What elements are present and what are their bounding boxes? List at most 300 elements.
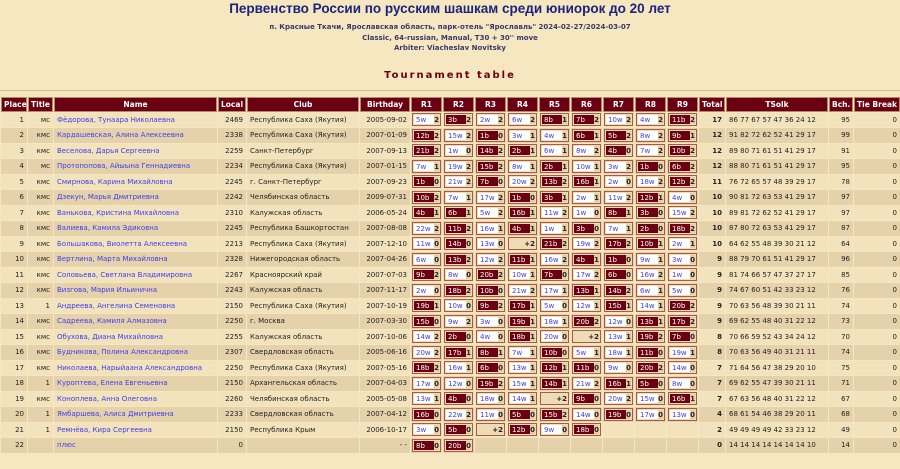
game-result[interactable] xyxy=(444,299,473,312)
game-result[interactable] xyxy=(572,315,601,328)
opponent-link[interactable]: 14w xyxy=(638,301,658,310)
opponent-link[interactable]: 18b xyxy=(446,286,466,295)
opponent-link[interactable]: 1w xyxy=(446,146,466,155)
game-result[interactable] xyxy=(572,253,601,266)
opponent-link[interactable]: 11w xyxy=(542,208,562,217)
opponent-link[interactable]: 8b xyxy=(478,348,498,357)
game-result[interactable] xyxy=(572,160,601,173)
game-result[interactable] xyxy=(572,268,601,281)
game-result[interactable] xyxy=(412,439,441,452)
game-result[interactable] xyxy=(444,160,473,173)
opponent-link[interactable]: 5b xyxy=(638,379,658,388)
opponent-link[interactable]: 10b xyxy=(542,348,562,357)
opponent-link[interactable]: 14w xyxy=(510,394,530,403)
game-result[interactable] xyxy=(604,377,633,390)
game-result[interactable] xyxy=(604,315,633,328)
opponent-link[interactable]: 10b xyxy=(670,146,690,155)
game-result[interactable] xyxy=(572,191,601,204)
game-result[interactable] xyxy=(412,392,441,405)
game-result[interactable] xyxy=(636,284,665,297)
opponent-link[interactable]: 12b xyxy=(414,131,434,140)
game-result[interactable] xyxy=(668,175,697,188)
game-result[interactable] xyxy=(508,377,537,390)
game-result[interactable] xyxy=(508,113,537,126)
column-header-r8[interactable]: R8 xyxy=(635,97,666,112)
game-result[interactable] xyxy=(604,237,633,250)
game-result[interactable] xyxy=(604,144,633,157)
opponent-link[interactable]: 10b xyxy=(414,193,434,202)
game-result[interactable] xyxy=(508,144,537,157)
opponent-link[interactable]: 9b xyxy=(478,301,498,310)
opponent-link[interactable]: 16b xyxy=(670,394,690,403)
opponent-link[interactable]: 16b xyxy=(414,410,434,419)
opponent-link[interactable]: 17w xyxy=(574,270,594,279)
opponent-link[interactable]: 15b xyxy=(414,317,434,326)
opponent-link[interactable]: 1w xyxy=(574,208,594,217)
game-result[interactable] xyxy=(444,392,473,405)
game-result[interactable] xyxy=(572,299,601,312)
opponent-link[interactable]: 11b xyxy=(638,348,658,357)
game-result[interactable] xyxy=(444,408,473,421)
game-result[interactable] xyxy=(540,144,569,157)
opponent-link[interactable]: 13w xyxy=(510,363,530,372)
opponent-link[interactable]: 15w xyxy=(670,208,690,217)
game-result[interactable] xyxy=(476,129,505,142)
opponent-link[interactable]: 2b xyxy=(446,332,466,341)
game-result[interactable] xyxy=(604,191,633,204)
column-header-r5[interactable]: R5 xyxy=(539,97,570,112)
opponent-link[interactable]: 6b xyxy=(606,270,626,279)
opponent-link[interactable]: 8b xyxy=(606,208,626,217)
game-result[interactable] xyxy=(444,284,473,297)
game-result[interactable] xyxy=(444,315,473,328)
opponent-link[interactable]: 4b xyxy=(510,224,530,233)
opponent-link[interactable]: 2w xyxy=(606,177,626,186)
column-header-r2[interactable]: R2 xyxy=(443,97,474,112)
game-result[interactable] xyxy=(412,361,441,374)
game-result[interactable] xyxy=(572,144,601,157)
game-result[interactable] xyxy=(540,299,569,312)
opponent-link[interactable]: 3w xyxy=(510,131,530,140)
opponent-link[interactable]: 15b xyxy=(478,162,498,171)
opponent-link[interactable]: 18w xyxy=(606,348,626,357)
game-result[interactable] xyxy=(476,299,505,312)
game-result[interactable] xyxy=(636,253,665,266)
opponent-link[interactable]: 11w xyxy=(414,239,434,248)
opponent-link[interactable]: 7w xyxy=(446,193,466,202)
opponent-link[interactable]: 13b xyxy=(638,317,658,326)
game-result[interactable] xyxy=(572,377,601,390)
opponent-link[interactable]: 22w xyxy=(446,410,466,419)
opponent-link[interactable]: 12w xyxy=(446,379,466,388)
opponent-link[interactable]: 5b xyxy=(606,131,626,140)
opponent-link[interactable]: 14w xyxy=(574,410,594,419)
game-result[interactable] xyxy=(604,330,633,343)
opponent-link[interactable]: 18b xyxy=(414,363,434,372)
opponent-link[interactable]: 20w xyxy=(606,394,626,403)
player-name-link[interactable]: Коноплева, Анна Олеговна xyxy=(54,392,217,407)
opponent-link[interactable]: 10b xyxy=(638,239,658,248)
game-result[interactable] xyxy=(636,175,665,188)
opponent-link[interactable]: 11w xyxy=(478,410,498,419)
column-header-place[interactable]: Place xyxy=(1,97,27,112)
game-result[interactable] xyxy=(540,253,569,266)
opponent-link[interactable]: 18w xyxy=(542,317,562,326)
opponent-link[interactable]: 10w xyxy=(446,301,466,310)
player-name-link[interactable]: Ямбаршева, Алиса Дмитриевна xyxy=(54,407,217,422)
opponent-link[interactable]: 15w xyxy=(638,394,658,403)
game-result[interactable] xyxy=(508,346,537,359)
game-result[interactable] xyxy=(540,315,569,328)
opponent-link[interactable]: 3b xyxy=(446,115,466,124)
game-result[interactable] xyxy=(636,346,665,359)
opponent-link[interactable]: 14b xyxy=(606,286,626,295)
opponent-link[interactable]: 2w xyxy=(478,115,498,124)
opponent-link[interactable]: 12w xyxy=(574,301,594,310)
opponent-link[interactable]: 8w xyxy=(510,162,530,171)
column-header-r9[interactable]: R9 xyxy=(667,97,698,112)
opponent-link[interactable]: 10b xyxy=(478,286,498,295)
opponent-link[interactable]: 6b xyxy=(574,131,594,140)
game-result[interactable] xyxy=(604,206,633,219)
game-result[interactable] xyxy=(476,377,505,390)
opponent-link[interactable]: 5w xyxy=(542,301,562,310)
opponent-link[interactable]: 11b xyxy=(446,224,466,233)
opponent-link[interactable]: 8w xyxy=(446,270,466,279)
opponent-link[interactable]: 17b xyxy=(510,301,530,310)
opponent-link[interactable]: 17w xyxy=(638,410,658,419)
opponent-link[interactable]: 6w xyxy=(510,115,530,124)
game-result[interactable] xyxy=(476,346,505,359)
game-result[interactable] xyxy=(604,175,633,188)
game-result[interactable] xyxy=(508,330,537,343)
opponent-link[interactable]: 2b xyxy=(542,162,562,171)
game-result[interactable] xyxy=(636,237,665,250)
opponent-link[interactable]: 8w xyxy=(670,379,690,388)
game-result[interactable] xyxy=(444,377,473,390)
column-header-r3[interactable]: R3 xyxy=(475,97,506,112)
player-name-link[interactable]: Дзекун, Марья Дмитриевна xyxy=(54,190,217,205)
opponent-link[interactable]: 20b xyxy=(574,317,594,326)
player-name-link[interactable]: Будникова, Полина Александровна xyxy=(54,345,217,360)
opponent-link[interactable]: 20w xyxy=(414,348,434,357)
column-header-tie-break[interactable]: Tie Break xyxy=(854,97,900,112)
game-result[interactable] xyxy=(444,330,473,343)
game-result[interactable] xyxy=(636,299,665,312)
opponent-link[interactable]: 17b xyxy=(446,348,466,357)
column-header-r4[interactable]: R4 xyxy=(507,97,538,112)
opponent-link[interactable]: 12b xyxy=(638,193,658,202)
opponent-link[interactable]: 12b xyxy=(510,425,530,434)
game-result[interactable] xyxy=(540,237,569,250)
game-result[interactable] xyxy=(476,284,505,297)
opponent-link[interactable]: 3w xyxy=(606,162,626,171)
game-result[interactable] xyxy=(476,361,505,374)
opponent-link[interactable]: 21w xyxy=(574,379,594,388)
player-name-link[interactable]: Смирнова, Карина Михайловна xyxy=(54,175,217,190)
opponent-link[interactable]: 16b xyxy=(606,379,626,388)
opponent-link[interactable]: 4b xyxy=(414,208,434,217)
game-result[interactable] xyxy=(668,191,697,204)
game-result[interactable] xyxy=(508,222,537,235)
opponent-link[interactable]: 16w xyxy=(446,363,466,372)
opponent-link[interactable]: 15w xyxy=(510,379,530,388)
game-result[interactable] xyxy=(604,284,633,297)
game-result[interactable] xyxy=(508,423,537,436)
opponent-link[interactable]: 15w xyxy=(446,131,466,140)
game-result[interactable] xyxy=(508,268,537,281)
opponent-link[interactable]: 16w xyxy=(478,224,498,233)
game-result[interactable] xyxy=(604,268,633,281)
game-result[interactable] xyxy=(476,206,505,219)
game-result[interactable] xyxy=(444,253,473,266)
opponent-link[interactable]: 17w xyxy=(542,286,562,295)
game-result[interactable] xyxy=(444,237,473,250)
game-result[interactable] xyxy=(508,408,537,421)
game-result[interactable] xyxy=(636,160,665,173)
game-result[interactable] xyxy=(604,408,633,421)
opponent-link[interactable]: 5b xyxy=(446,425,466,434)
player-name-link[interactable]: Ванькова, Кристина Михайловна xyxy=(54,206,217,221)
game-result[interactable] xyxy=(668,330,697,343)
game-result[interactable] xyxy=(444,268,473,281)
player-name-link[interactable]: Валиева, Камила Эдиковна xyxy=(54,221,217,236)
game-result[interactable] xyxy=(572,423,601,436)
game-result[interactable] xyxy=(636,408,665,421)
game-result[interactable] xyxy=(636,206,665,219)
opponent-link[interactable]: 8b xyxy=(414,441,434,450)
opponent-link[interactable]: 19w xyxy=(446,162,466,171)
opponent-link[interactable]: 1b xyxy=(606,255,626,264)
column-header-r6[interactable]: R6 xyxy=(571,97,602,112)
game-result[interactable] xyxy=(444,191,473,204)
opponent-link[interactable]: 10w xyxy=(510,270,530,279)
game-result[interactable] xyxy=(604,299,633,312)
game-result[interactable] xyxy=(604,222,633,235)
game-result[interactable] xyxy=(412,377,441,390)
game-result[interactable] xyxy=(476,392,505,405)
opponent-link[interactable]: 11w xyxy=(606,193,626,202)
game-result[interactable] xyxy=(636,144,665,157)
opponent-link[interactable]: 13w xyxy=(670,410,690,419)
opponent-link[interactable]: 7b xyxy=(542,270,562,279)
game-result[interactable] xyxy=(412,191,441,204)
opponent-link[interactable]: 16w xyxy=(638,270,658,279)
opponent-link[interactable]: 15b xyxy=(542,410,562,419)
game-result[interactable] xyxy=(636,361,665,374)
opponent-link[interactable]: 17b xyxy=(670,317,690,326)
game-result[interactable] xyxy=(476,330,505,343)
game-result[interactable] xyxy=(668,408,697,421)
game-result[interactable] xyxy=(412,113,441,126)
column-header-birthday[interactable]: Birthday xyxy=(360,97,410,112)
column-header-total[interactable]: Total xyxy=(699,97,725,112)
game-result[interactable] xyxy=(540,377,569,390)
opponent-link[interactable]: 20w xyxy=(510,177,530,186)
column-header-local[interactable]: Local xyxy=(218,97,246,112)
game-result[interactable] xyxy=(668,268,697,281)
opponent-link[interactable]: 3b xyxy=(542,193,562,202)
game-result[interactable] xyxy=(444,113,473,126)
game-result[interactable] xyxy=(412,144,441,157)
opponent-link[interactable]: 19b xyxy=(510,317,530,326)
opponent-link[interactable]: 4b xyxy=(606,146,626,155)
opponent-link[interactable]: 6b xyxy=(478,363,498,372)
opponent-link[interactable]: 5w xyxy=(414,115,434,124)
opponent-link[interactable]: 13b xyxy=(446,255,466,264)
game-result[interactable] xyxy=(476,315,505,328)
game-result[interactable] xyxy=(604,129,633,142)
game-result[interactable] xyxy=(668,144,697,157)
opponent-link[interactable]: 8w xyxy=(574,146,594,155)
game-result[interactable] xyxy=(476,222,505,235)
opponent-link[interactable]: 18b xyxy=(670,224,690,233)
game-result[interactable] xyxy=(636,268,665,281)
game-result[interactable] xyxy=(508,129,537,142)
opponent-link[interactable]: 13w xyxy=(606,332,626,341)
game-result[interactable] xyxy=(572,129,601,142)
opponent-link[interactable]: 21w xyxy=(510,286,530,295)
opponent-link[interactable]: 17b xyxy=(606,239,626,248)
opponent-link[interactable]: 10w xyxy=(574,162,594,171)
game-result[interactable] xyxy=(636,377,665,390)
opponent-link[interactable]: 4w xyxy=(542,131,562,140)
opponent-link[interactable]: 3w xyxy=(670,255,690,264)
opponent-link[interactable]: 13w xyxy=(478,239,498,248)
opponent-link[interactable]: 1w xyxy=(542,224,562,233)
game-result[interactable] xyxy=(476,268,505,281)
opponent-link[interactable]: 5w xyxy=(478,208,498,217)
game-result[interactable] xyxy=(540,408,569,421)
game-result[interactable] xyxy=(412,315,441,328)
game-result[interactable] xyxy=(636,392,665,405)
opponent-link[interactable]: 14w xyxy=(414,332,434,341)
player-name-link[interactable]: Ремнёва, Кира Сергеевна xyxy=(54,423,217,438)
game-result[interactable] xyxy=(412,284,441,297)
opponent-link[interactable]: 6w xyxy=(542,146,562,155)
game-result[interactable] xyxy=(444,129,473,142)
game-result[interactable] xyxy=(540,222,569,235)
game-result[interactable] xyxy=(572,408,601,421)
game-result[interactable] xyxy=(508,191,537,204)
opponent-link[interactable]: 1b xyxy=(510,193,530,202)
opponent-link[interactable]: 19w xyxy=(670,348,690,357)
game-result[interactable] xyxy=(572,222,601,235)
game-result[interactable] xyxy=(412,408,441,421)
game-result[interactable] xyxy=(412,129,441,142)
game-result[interactable] xyxy=(508,160,537,173)
game-result[interactable] xyxy=(444,206,473,219)
opponent-link[interactable]: 9w xyxy=(638,255,658,264)
game-result[interactable] xyxy=(412,346,441,359)
player-name-link[interactable]: Обухова, Диана Михайловна xyxy=(54,330,217,345)
game-result[interactable] xyxy=(636,222,665,235)
game-result[interactable] xyxy=(604,361,633,374)
opponent-link[interactable]: 17w xyxy=(478,193,498,202)
game-result[interactable] xyxy=(476,191,505,204)
opponent-link[interactable]: 2b xyxy=(510,146,530,155)
opponent-link[interactable]: 9b xyxy=(670,131,690,140)
game-result[interactable] xyxy=(412,299,441,312)
opponent-link[interactable]: 7b xyxy=(670,332,690,341)
opponent-link[interactable]: 4w xyxy=(638,115,658,124)
opponent-link[interactable]: 18w xyxy=(638,177,658,186)
game-result[interactable] xyxy=(540,175,569,188)
player-name-link[interactable]: Протопопова, Айыына Геннадиевна xyxy=(54,159,217,174)
column-header-r7[interactable]: R7 xyxy=(603,97,634,112)
game-result[interactable] xyxy=(540,160,569,173)
game-result[interactable] xyxy=(572,113,601,126)
game-result[interactable] xyxy=(668,315,697,328)
opponent-link[interactable]: 22w xyxy=(414,224,434,233)
game-result[interactable] xyxy=(444,144,473,157)
game-result[interactable] xyxy=(444,439,473,452)
game-result[interactable] xyxy=(572,175,601,188)
game-result[interactable] xyxy=(476,175,505,188)
opponent-link[interactable]: 6b xyxy=(446,208,466,217)
opponent-link[interactable]: 16b xyxy=(574,177,594,186)
opponent-link[interactable]: 3b xyxy=(574,224,594,233)
game-result[interactable] xyxy=(412,268,441,281)
column-header-title[interactable]: Title xyxy=(28,97,53,112)
opponent-link[interactable]: 5b xyxy=(510,410,530,419)
game-result[interactable] xyxy=(444,222,473,235)
column-header-bch[interactable]: Bch. xyxy=(829,97,853,112)
opponent-link[interactable]: 16w xyxy=(542,255,562,264)
game-result[interactable] xyxy=(668,222,697,235)
game-result[interactable] xyxy=(412,206,441,219)
game-result[interactable] xyxy=(604,392,633,405)
opponent-link[interactable]: 20b xyxy=(446,441,466,450)
game-result[interactable] xyxy=(444,346,473,359)
game-result[interactable] xyxy=(476,237,505,250)
player-name-link[interactable]: Визгова, Мария Ильинична xyxy=(54,283,217,298)
game-result[interactable] xyxy=(636,129,665,142)
game-result[interactable] xyxy=(572,392,601,405)
game-result[interactable] xyxy=(444,175,473,188)
game-result[interactable] xyxy=(412,253,441,266)
game-result[interactable] xyxy=(412,423,441,436)
opponent-link[interactable]: 20b xyxy=(478,270,498,279)
game-result[interactable] xyxy=(476,253,505,266)
opponent-link[interactable]: 3w xyxy=(478,317,498,326)
game-result[interactable] xyxy=(668,160,697,173)
opponent-link[interactable]: 20b xyxy=(670,301,690,310)
game-result[interactable] xyxy=(540,423,569,436)
game-result[interactable] xyxy=(540,268,569,281)
opponent-link[interactable]: 20b xyxy=(638,363,658,372)
opponent-link[interactable]: 4w xyxy=(478,332,498,341)
game-result[interactable] xyxy=(412,330,441,343)
opponent-link[interactable]: 11b xyxy=(510,255,530,264)
opponent-link[interactable]: 12w xyxy=(478,255,498,264)
game-result[interactable] xyxy=(476,144,505,157)
opponent-link[interactable]: 4b xyxy=(574,255,594,264)
opponent-link[interactable]: 2w xyxy=(574,193,594,202)
game-result[interactable] xyxy=(540,284,569,297)
opponent-link[interactable]: 6b xyxy=(670,162,690,171)
opponent-link[interactable]: 3w xyxy=(414,425,434,434)
game-result[interactable] xyxy=(636,330,665,343)
game-result[interactable] xyxy=(540,129,569,142)
game-result[interactable] xyxy=(476,113,505,126)
game-result[interactable] xyxy=(508,361,537,374)
player-name-link[interactable]: Соловьева, Светлана Владимировна xyxy=(54,268,217,283)
opponent-link[interactable]: 13b xyxy=(542,177,562,186)
opponent-link[interactable]: 7w xyxy=(510,348,530,357)
opponent-link[interactable]: 21b xyxy=(414,146,434,155)
opponent-link[interactable]: 4w xyxy=(670,193,690,202)
